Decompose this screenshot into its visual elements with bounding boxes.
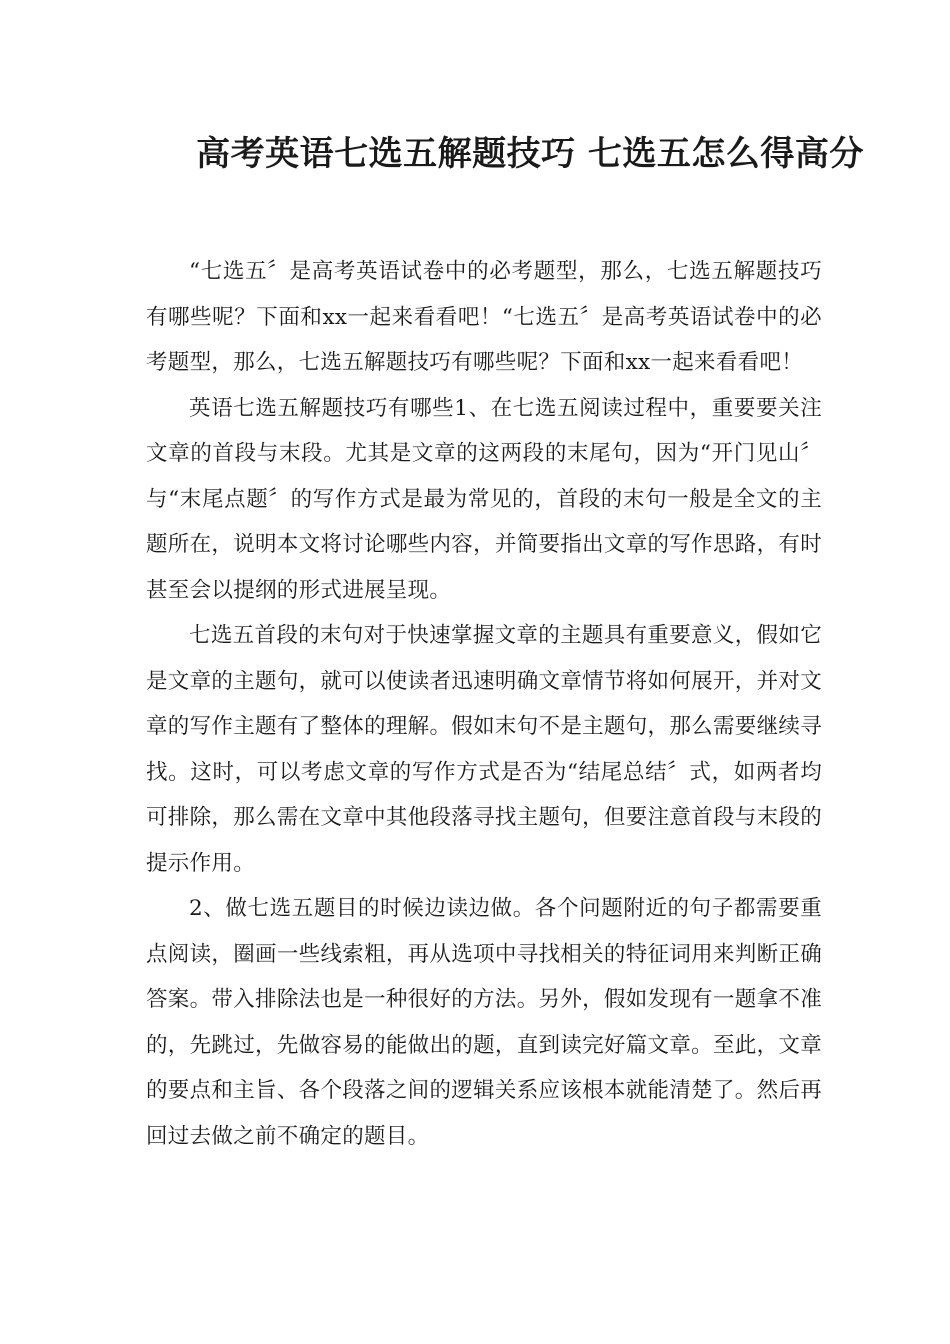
document-body [146,249,822,1159]
paragraph-tip-1: 英语七选五解题技巧有哪些1、在七选五阅读过程中，重要要关注文章的首段与末段。尤其是文章的这两段的末尾句，因为“开门见山〞与“末尾点题〞的写作方式是最为常见的，首段的末句一般是全文的主题所在，说明本文将讨论哪些内容，并简要指出文章的写作思路，有时甚至会以提纲的形式进展呈现。 [146,395,822,603]
paragraph-tip-2: 2、做七选五题目的时候边读边做。各个问题附近的句子都需要重点阅读，圈画一些线索粗，再从选项中寻找相关的特征词用来判断正确答案。带入排除法也是一种很好的方法。另外，假如发现有一题拿不准的，先跳过，先做容易的能做出的题，直到读完好篇文章。至此，文章的要点和主旨、各个段落之间的逻辑关系应该根本就能清楚了。然后再回过去做之前不确定的题目。 [146,896,822,1149]
paragraph-intro: “七选五〞是高考英语试卷中的必考题型，那么，七选五解题技巧有哪些呢？下面和xx一起来看看吧！“七选五〞是高考英语试卷中的必考题型，那么，七选五解题技巧有哪些呢？下面和xx一起来看看吧！ [146,259,822,375]
document-title: 高考英语七选五解题技巧 七选五怎么得高分 [196,134,864,174]
paragraph-first-section-note: 七选五首段的末句对于快速掌握文章的主题具有重要意义，假如它是文章的主题句，就可以使读者迅速明确文章情节将如何展开，并对文章的写作主题有了整体的理解。假如末句不是主题句，那么需要继续寻找。这时，可以考虑文章的写作方式是否为“结尾总结〞式，如两者均可排除，那么需在文章中其他段落寻找主题句，但要注意首段与末段的提示作用。 [146,623,822,876]
